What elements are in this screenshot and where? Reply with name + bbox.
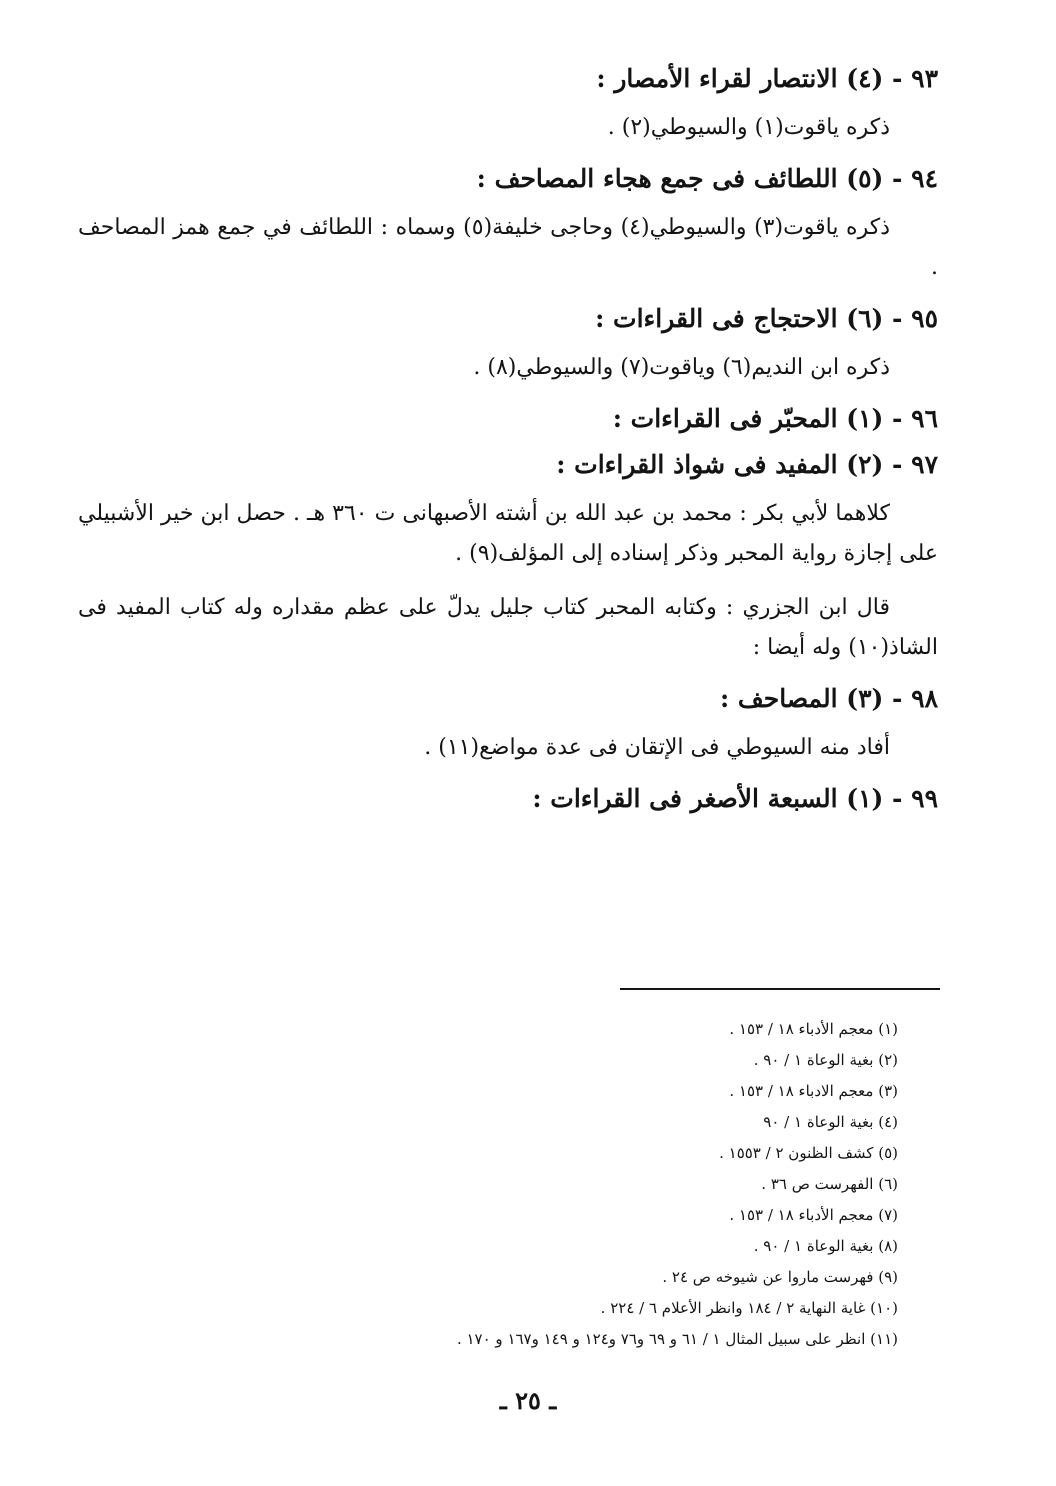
entry-heading: ٩٩ - (١) السبعة الأصغر فى القراءات :	[532, 784, 938, 813]
entry-paragraph: أفاد منه السيوطي فى الإتقان فى عدة مواضع(١١) .	[424, 735, 890, 760]
page-number: ـ ٢٥ ـ	[499, 1386, 557, 1415]
footnote-item: (٣) معجم الادباء ١٨ / ١٥٣ .	[729, 1082, 898, 1100]
entry-paragraph: ذكره ياقوت(١) والسيوطي(٢) .	[607, 115, 890, 140]
footnote-item: (١١) انظر على سبيل المثال ١ / ٦١ و ٦٩ و٧٦ و١٢٤ و ١٤٩ و١٦٧ و ١٧٠ .	[456, 1330, 898, 1348]
footnote-item: (٤) بغية الوعاة ١ / ٩٠	[763, 1113, 898, 1131]
footnote-item: (٩) فهرست ماروا عن شيوخه ص ٢٤ .	[662, 1268, 898, 1286]
entry-93	[78, 62, 938, 148]
footnote-item: (٦) الفهرست ص ٣٦ .	[761, 1175, 898, 1193]
footnote-item: (١) معجم الأدباء ١٨ / ١٥٣ .	[729, 1020, 898, 1038]
entry-heading: ٩٤ - (٥) اللطائف فى جمع هجاء المصاحف :	[476, 164, 938, 193]
entry-paragraph: ذكره ياقوت(٣) والسيوطي(٤) وحاجى خليفة(٥) وسماه : اللطائف في جمع همز المصاحف .	[78, 215, 938, 280]
entry-heading: ٩٨ - (٣) المصاحف :	[719, 684, 938, 713]
entry-paragraph: ذكره ابن النديم(٦) وياقوت(٧) والسيوطي(٨) .	[473, 355, 890, 380]
entry-99	[78, 782, 938, 816]
entry-paragraph: كلاهما لأبي بكر : محمد بن عبد الله بن أشته الأصبهانى ت ٣٦٠ هـ . حصل ابن خير الأشبيلي على إجازة رواية المحبر وذكر إسناده إلى المؤلف(٩) .	[78, 501, 938, 566]
footnote-item: (٥) كشف الظنون ٢ / ١٥٥٣ .	[719, 1144, 898, 1162]
footnote-item: (٨) بغية الوعاة ١ / ٩٠ .	[753, 1237, 898, 1255]
entry-heading: ٩٣ - (٤) الانتصار لقراء الأمصار :	[596, 64, 938, 93]
footnote-item: (١٠) غاية النهاية ٢ / ١٨٤ وانظر الأعلام ٦ / ٢٢٤ .	[600, 1299, 898, 1317]
footnote-divider	[620, 988, 940, 990]
entry-97	[78, 448, 938, 668]
footnote-item: (٢) بغية الوعاة ١ / ٩٠ .	[753, 1051, 898, 1069]
main-text	[78, 62, 938, 828]
entry-heading: ٩٥ - (٦) الاحتجاج فى القراءات :	[595, 304, 938, 333]
entry-heading: ٩٧ - (٢) المفيد فى شواذ القراءات :	[556, 450, 938, 479]
footnote-item: (٧) معجم الأدباء ١٨ / ١٥٣ .	[729, 1206, 898, 1224]
footnotes	[258, 1014, 898, 1355]
entry-94	[78, 162, 938, 288]
entry-98	[78, 682, 938, 768]
entry-96	[78, 402, 938, 436]
entry-95	[78, 302, 938, 388]
entry-heading: ٩٦ - (١) المحبّر فى القراءات :	[612, 404, 938, 433]
entry-paragraph: قال ابن الجزري : وكتابه المحبر كتاب جليل يدلّ على عظم مقداره وله كتاب المفيد فى الشاذ(١٠) وله أيضا :	[78, 595, 938, 660]
